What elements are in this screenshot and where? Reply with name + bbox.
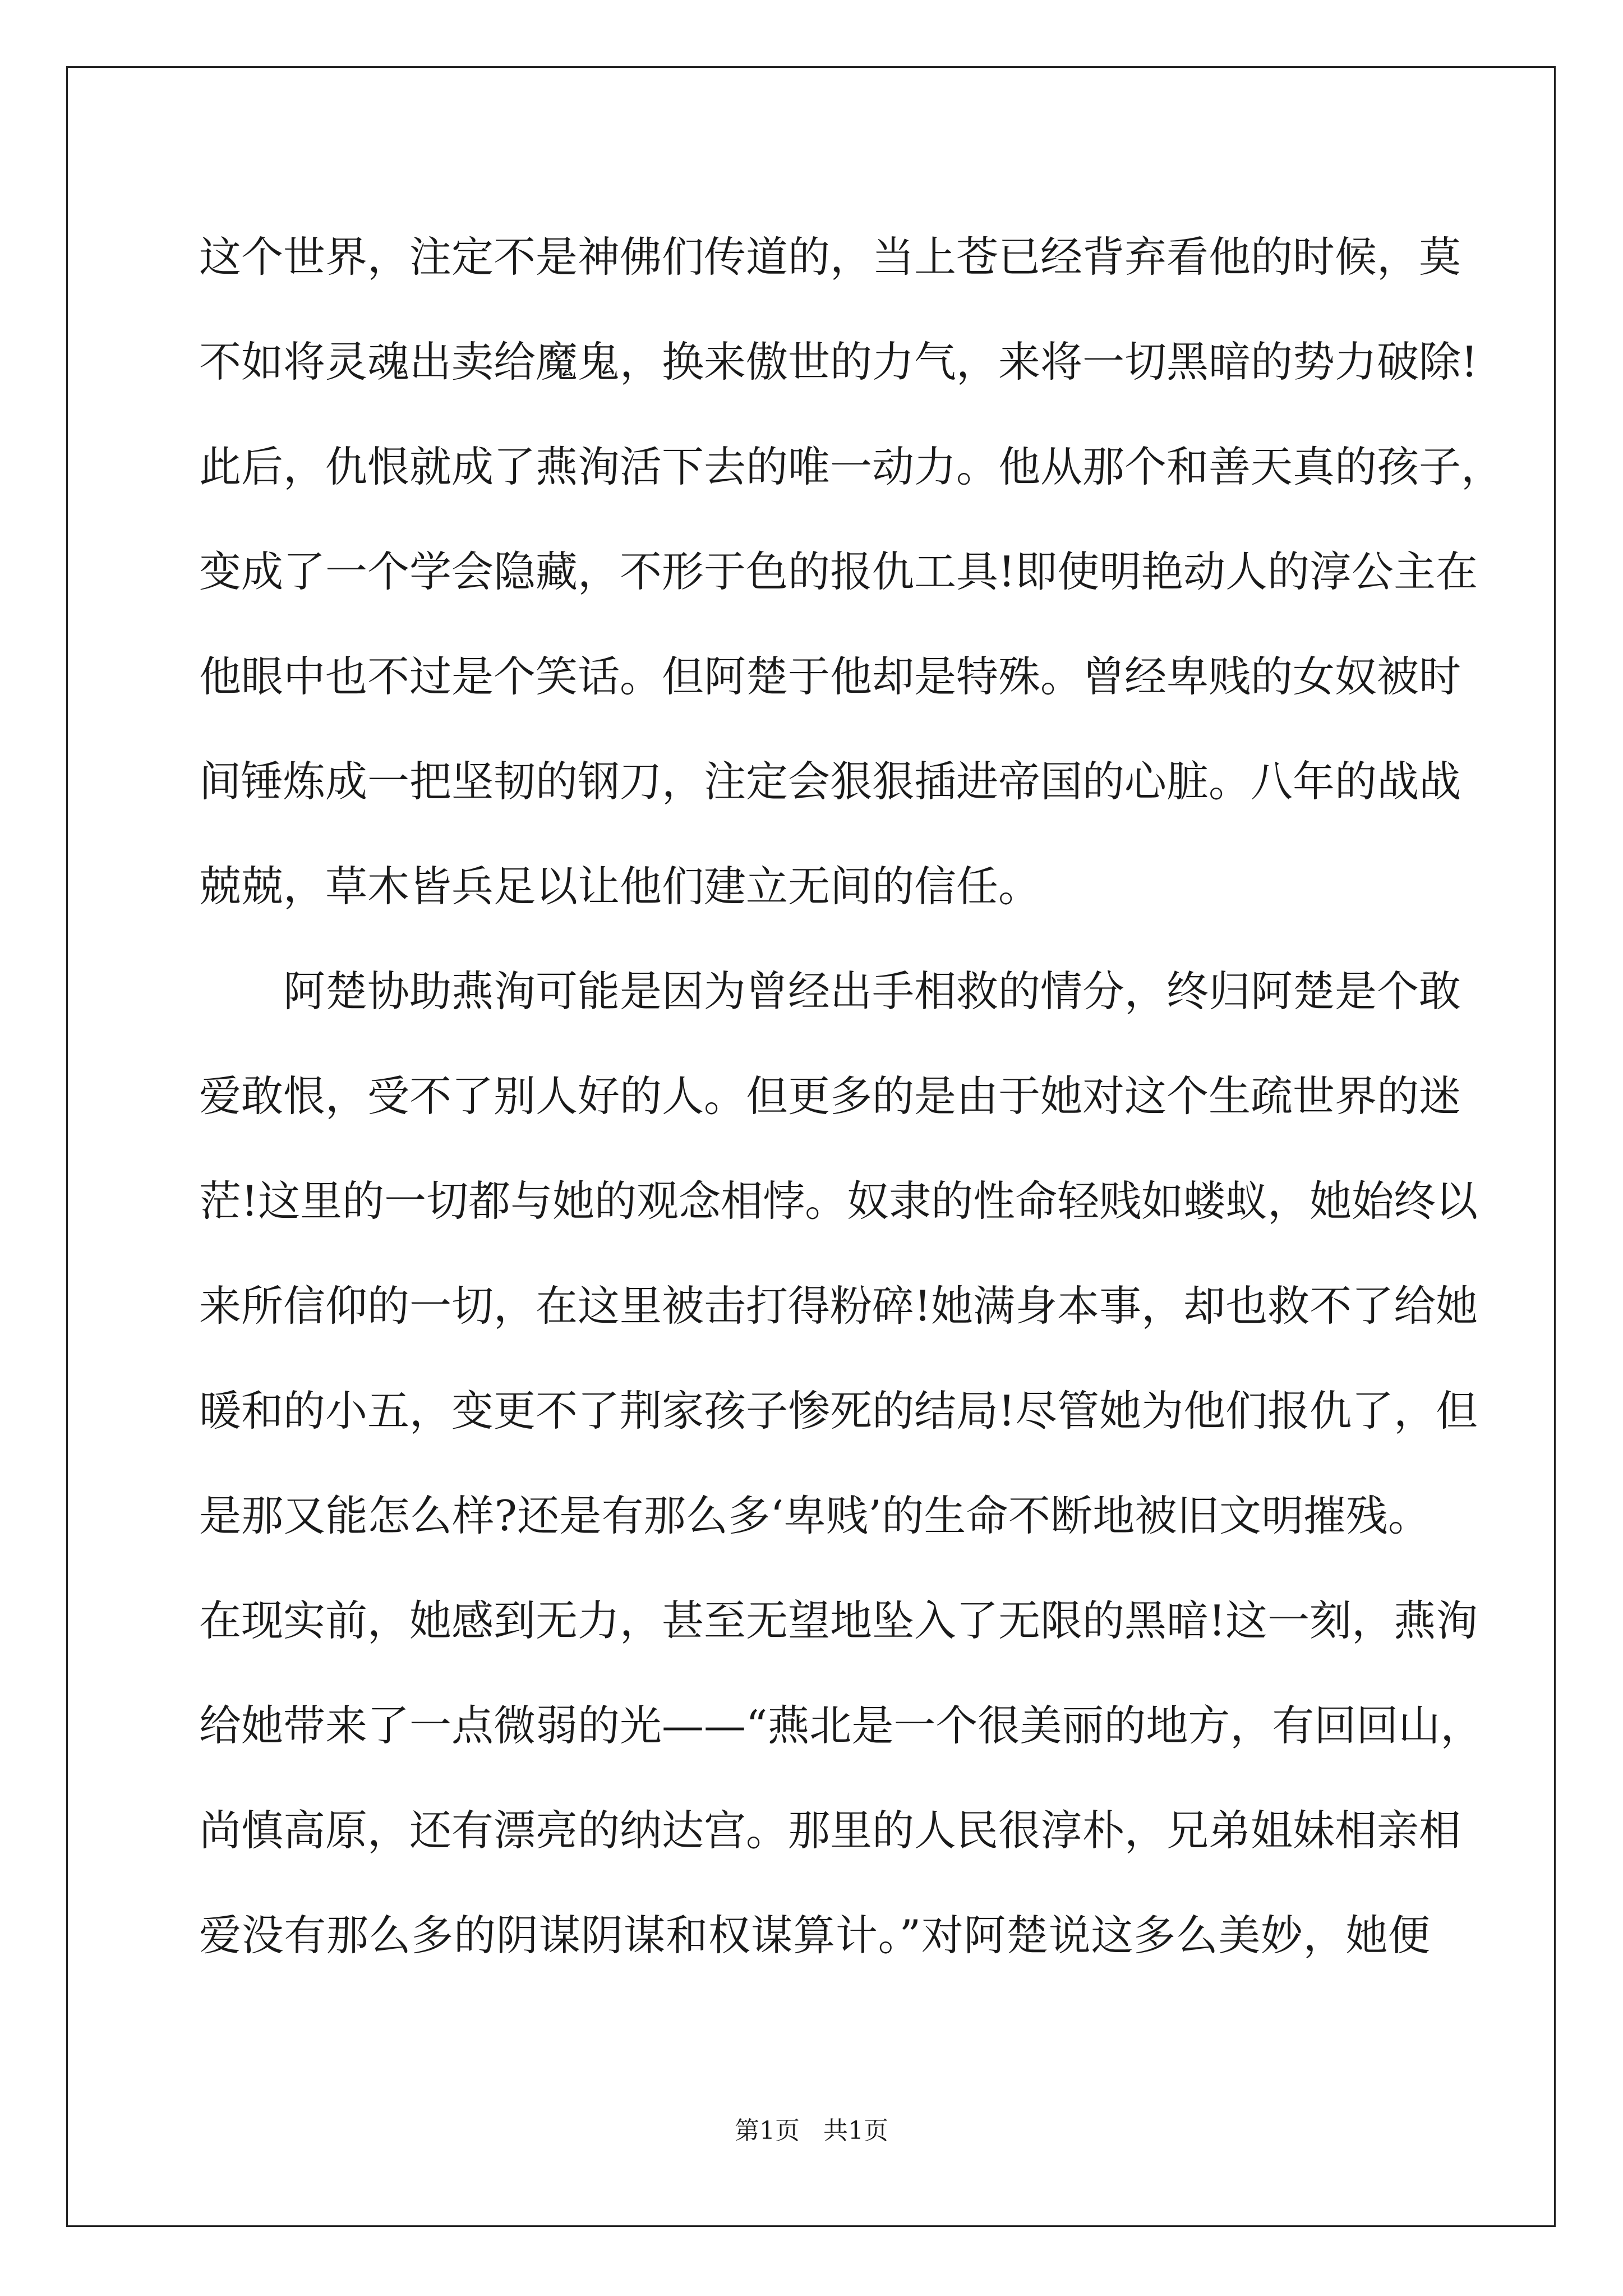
text-line: 间锤炼成一把坚韧的钢刀，注定会狠狠插进帝国的心脏。八年的战战 [199,757,1461,806]
text-line: 不如将灵魂出卖给魔鬼，换来傲世的力气，来将一切黑暗的势力破除! [199,337,1478,386]
text-line: 是那又能怎么样?还是有那么多‘卑贱’的生命不断地被旧文明摧残。 [199,1491,1430,1540]
text-line: 变成了一个学会隐藏，不形于色的报仇工具!即使明艳动人的淳公主在 [199,547,1478,596]
text-line: 此后，仇恨就成了燕洵活下去的唯一动力。他从那个和善天真的孩子， [199,442,1504,491]
text-line: 尚慎高原，还有漂亮的纳达宫。那里的人民很淳朴，兄弟姐妹相亲相 [199,1806,1461,1855]
text-line: 爱没有那么多的阴谋阴谋和权谋算计。”对阿楚说这多么美妙，她便 [199,1911,1430,1960]
text-line: 爱敢恨，受不了别人好的人。但更多的是由于她对这个生疏世界的迷 [199,1071,1461,1121]
document-body [199,205,1504,1988]
text-line: 在现实前，她感到无力，甚至无望地坠入了无限的黑暗!这一刻，燕洵 [199,1596,1478,1645]
text-line: 这个世界，注定不是神佛们传道的，当上苍已经背弃看他的时候，莫 [199,232,1461,282]
text-line: 暖和的小五，变更不了荆家孩子惨死的结局!尽管她为他们报仇了，但 [199,1386,1478,1435]
text-line: 兢兢，草木皆兵足以让他们建立无间的信任。 [199,862,1041,911]
text-line: 茫!这里的一切都与她的观念相悖。奴隶的性命轻贱如蝼蚁，她始终以 [199,1176,1478,1226]
page-footer: 第1页 共1页 [735,2116,888,2145]
text-line: 给她带来了一点微弱的光——“燕北是一个很美丽的地方，有回回山， [199,1701,1483,1750]
text-line: 阿楚协助燕洵可能是因为曾经出手相救的情分，终归阿楚是个敢 [283,967,1461,1016]
text-line: 他眼中也不过是个笑话。但阿楚于他却是特殊。曾经卑贱的女奴被时 [199,652,1461,701]
text-line: 来所信仰的一切，在这里被击打得粉碎!她满身本事，却也救不了给她 [199,1281,1478,1331]
